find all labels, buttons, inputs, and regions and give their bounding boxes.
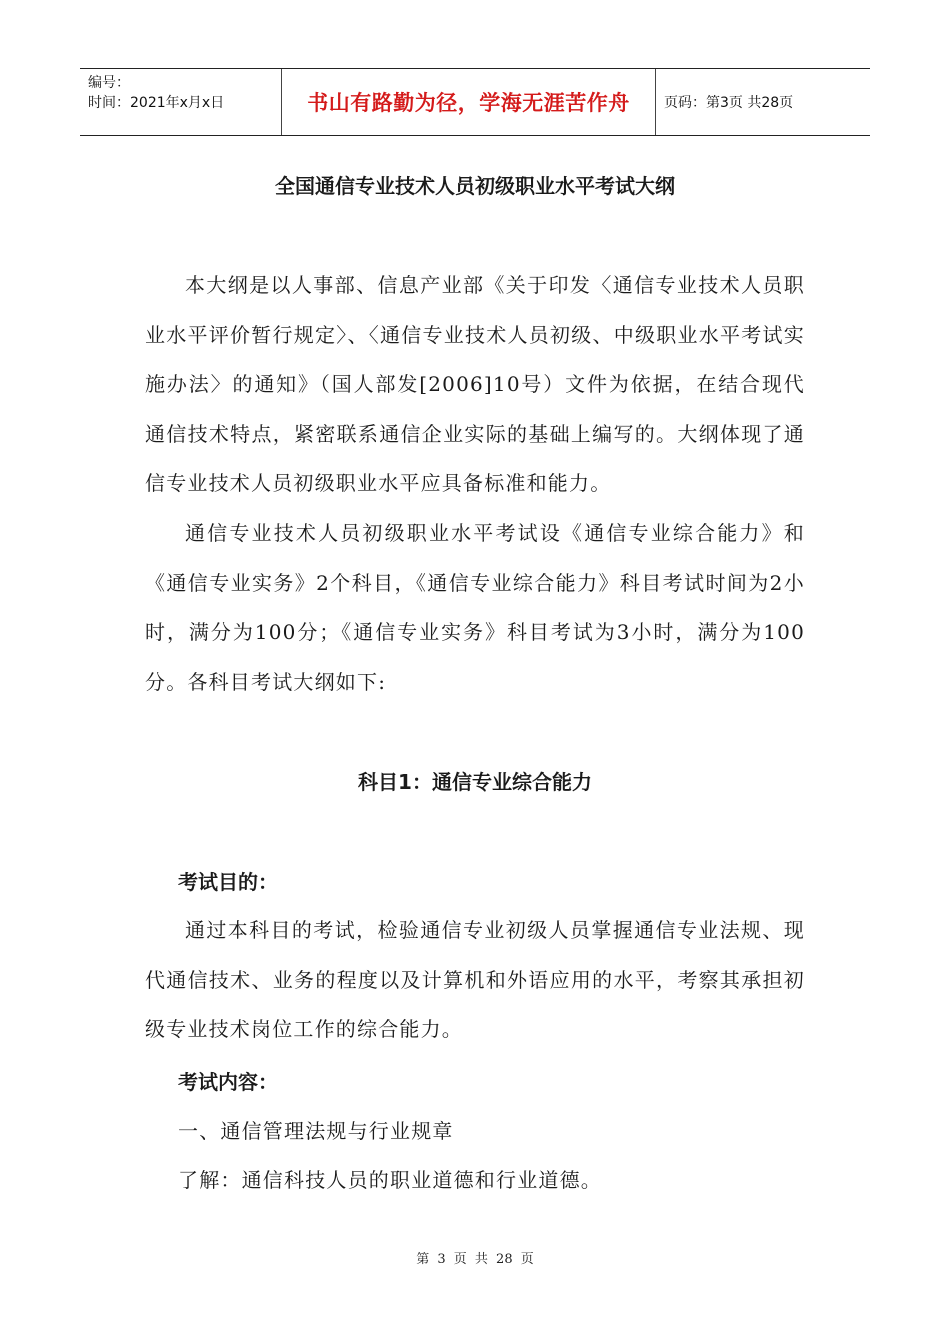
content-item-1: 一、通信管理法规与行业规章 — [178, 1119, 454, 1143]
header-motto: 书山有路勤为径，学海无涯苦作舟 — [282, 69, 656, 135]
purpose-heading: 考试目的： — [178, 870, 278, 894]
intro-paragraph-1: 本大纲是以人事部、信息产业部《关于印发〈通信专业技术人员职业水平评价暂行规定〉、〈通信专业技术人员初级、中级职业水平考试实施办法〉的通知》（国人部发[2006]10号）文件为依据，在结合现代通信技术特点，紧密联系通信企业实际的基础上编写的。大纲体现了通信专业技术人员初级职业水平应具备标准和能力。 — [145, 273, 805, 495]
page-footer: 第 3 页 共 28 页 — [416, 1252, 534, 1267]
page-header — [80, 68, 870, 136]
content-heading: 考试内容： — [178, 1070, 278, 1094]
header-page-info: 页码：第3页 共28页 — [664, 95, 794, 111]
subject-title: 科目1：通信专业综合能力 — [358, 770, 592, 794]
header-meta-cell — [80, 69, 282, 135]
document-title: 全国通信专业技术人员初级职业水平考试大纲 — [275, 174, 675, 198]
purpose-paragraph: 通过本科目的考试，检验通信专业初级人员掌握通信专业法规、现代通信技术、业务的程度以及计算机和外语应用的水平，考察其承担初级专业技术岗位工作的综合能力。 — [145, 918, 805, 1041]
intro-paragraph-2: 通信专业技术人员初级职业水平考试设《通信专业综合能力》和《通信专业实务》2个科目，《通信专业综合能力》科目考试时间为2小时，满分为100分；《通信专业实务》科目考试为3小时，满分为100分。各科目考试大纲如下: — [145, 521, 805, 694]
content-item-1-detail: 了解：通信科技人员的职业道德和行业道德。 — [178, 1168, 602, 1192]
header-time-label: 时间：2021年x月x日 — [88, 95, 225, 111]
header-number-label: 编号： — [88, 75, 130, 91]
